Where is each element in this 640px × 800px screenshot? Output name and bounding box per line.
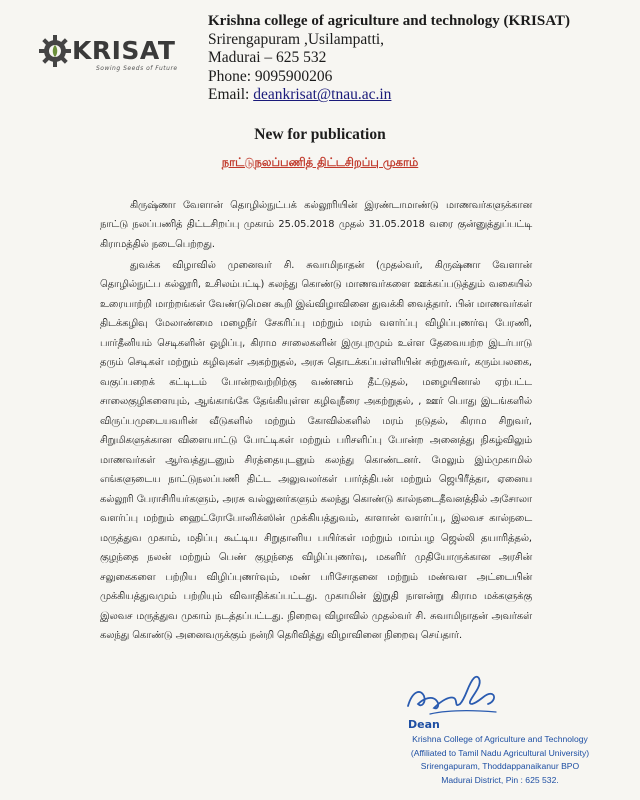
dean-seal-text	[380, 733, 620, 787]
body-paragraph-2: துவக்க விழாவில் முனைவர் சி. சுவாமிநாதன் (முதல்வர், கிருஷ்ணா வேளான் தொழில்நுட்ப கல்லூரி, உசிலம்பட்டி) கலந்து கொண்டு மாணவர்களை ஊக்கப்படுத்தும் வகையில் உரையாற்றி மாற்றங்கள் வேண்டுமென கூறி இவ்விழாவினை துவக்கி வைத்தார். பின் மாணவர்கள் திடக்கழிவு மேலாண்மை மழைநீர் சேகரிப்பு மற்றும் மரம் வளர்ப்பு விழிப்புணர்வு பேரணி, பார்தீனியம் செடிகளின் ஒழிப்பு, கிராம சாலைகளின் இருபுறமும் உள்ள தேவையற்ற இடர்பாடு தரும் செடிகள் மற்றும் கழிவுகள் அகற்றுதல், அரசு தொடக்கப்பள்ளியின் சுற்றுசுவர், கரும்பலகை, வகுப்பறைக் கட்டிடம் போன்றவற்றிற்கு வண்ணம் தீட்டுதல், மழையினால் ஏற்பட்ட சாலைகுழிகளையும், ஆங்காங்கே தேங்கியுள்ள கழிவுநீரை அகற்றுதல், , ஊர் பொது இடங்களில் விருப்பமுடையவரின் வீடுகளில் மற்றும் கோவில்களில் மரம் நடுதல், கிராம சிறுவர், சிறுமிகளுக்கான விளையாட்டு போட்டிகள் மற்றும் பரிசளிப்பு போன்ற அனைத்து நிகழ்விலும் மாணவர்கள் ஆர்வத்துடனும் சிரத்தையுடனும் கலந்து கொண்டனர். மேலும் இம்முகாமில் எங்களுடைய நாட்டுநலப்பணி திட்ட அலுவலர்கள் பார்த்திபன் மற்றும் ஜெபிரீத்தா, ஏனைய கல்லூரி பேராசிரியர்களும், அரசு வல்லுனர்களும் கலந்து கொண்டு கால்நடைதீவனத்தில் அசோலா வளர்ப்பு மற்றும் ஹைட்ரோபோனிக்ஸின் முக்கியத்துவம், காளான் வளர்ப்பு, இலவச கால்நடை மருத்துவ முகாம், மதிப்பு கூட்டிய சிறுதானிய பயிர்கள் மற்றும் மாம்பழ ஜெல்லி தயாரித்தல், குழந்தை நலன் மற்றும் பெண் குழந்தை விழிப்புணர்வு, மகளிர் முதியோருக்கான அரசின் சலுகைகளை பற்றிய விழிப்புணர்வும், மண் பரிசோதனை மற்றும் மண்வள அட்டையின் முக்கியத்துவமும் பற்றியும் விவாதிக்கப்பட்டது. முகாமின் இறுதி நாளன்று கிராம மக்களுக்கு இலவச மருத்துவ முகாம் நடத்தப்பட்டது. நிறைவு விழாவில் முதல்வர் சி. சுவாமிநாதன் அவர்கள் கலந்து கொண்டு அனைவருக்கும் நன்றி தெரிவித்து விழாவினை நிறைவு செய்தார்.	[100, 259, 532, 642]
tamil-subtitle: நாட்டுநலப்பணித் திட்டசிறப்பு முகாம்	[221, 155, 419, 169]
logo-tagline: Sowing Seeds of Future	[96, 65, 178, 72]
email-link[interactable]: deankrisat@tnau.ac.in	[253, 86, 392, 104]
seal-line-1: Krishna College of Agriculture and Technology	[412, 734, 588, 744]
page-title: New for publication	[254, 126, 386, 143]
email-label: Email:	[208, 86, 254, 104]
address-line-2: Madurai – 625 532	[208, 49, 327, 67]
handwritten-signature	[402, 670, 512, 722]
dean-title: Dean	[408, 718, 440, 731]
seal-line-3: Srirengapuram, Thoddappanaikanur BPO	[420, 761, 580, 771]
krisat-logo	[38, 34, 188, 74]
seal-line-2: (Affiliated to Tamil Nadu Agricultural University)	[410, 747, 590, 758]
institution-header	[208, 12, 570, 105]
body-paragraph-1: கிருஷ்ணா வேளான் தொழில்நுட்பக் கல்லூரியின் இரண்டாமாண்டு மாணவர்களுக்கான நாட்டு நலப்பணித் திட்டசிறப்பு முகாம் 25.05.2018 முதல் 31.05.2018 வரை குன்னுத்துப்பட்டி கிராமத்தில் நடைபெற்றது.	[100, 199, 532, 250]
address-line-1: Srirengapuram ,Usilampatti,	[208, 30, 385, 48]
phone-line: Phone: 9095900206	[208, 67, 333, 85]
logo-wordmark: KRISAT	[72, 36, 176, 65]
email-line	[208, 86, 570, 105]
seal-line-4: Madurai District, Pin : 625 532.	[441, 774, 559, 785]
gear-icon	[38, 34, 72, 68]
institution-name: Krishna college of agriculture and technology (KRISAT)	[208, 13, 570, 29]
